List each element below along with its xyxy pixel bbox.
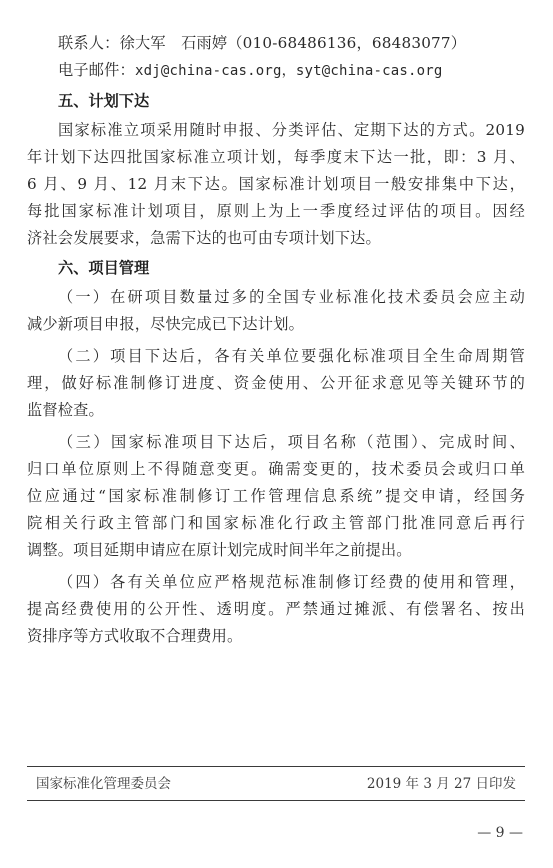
paragraph-line: （一）在研项目数量过多的全国专业标准化技术委员会应主动 [58, 288, 525, 306]
page-body [27, 30, 525, 650]
section-5-heading: 五、计划下达 [58, 92, 150, 110]
email-addresses: xdj@china-cas.org，syt@china-cas.org [134, 63, 443, 79]
contact-label: 联系人： [58, 34, 120, 52]
paragraph-line: （四）各有关单位应严格规范标准制修订经费的使用和管理， [58, 573, 525, 591]
paragraph-line: （三）国家标准项目下达后，项目名称（范围）、完成时间、 [58, 433, 525, 451]
email-label: 电子邮件： [58, 61, 135, 79]
paragraph-line: 年计划下达四批国家标准立项计划，每季度末下达一批，即：3 月、 [27, 148, 525, 166]
contact-phones: （010-68486136，68483077） [227, 34, 467, 52]
paragraph-line: 监督检查。 [27, 401, 104, 419]
paragraph-line: 理，做好标准制修订进度、资金使用、公开征求意见等关键环节的 [27, 374, 525, 392]
footer-issuer: 国家标准化管理委员会 [36, 776, 171, 792]
paragraph-line: 提高经费使用的公开性、透明度。严禁通过摊派、有偿署名、按出 [27, 600, 525, 618]
footer-bottom-rule [27, 800, 525, 801]
paragraph-line: 调整。项目延期申请应在原计划完成时间半年之前提出。 [27, 541, 412, 559]
section-6-item-4 [27, 569, 525, 650]
paragraph-line: 归口单位原则上不得随意变更。确需变更的，技术委员会或归口单 [27, 460, 525, 478]
page-number: — 9 — [477, 825, 523, 841]
paragraph-line: 位应通过“国家标准制修订工作管理信息系统”提交申请，经国务 [27, 487, 525, 505]
paragraph-line: 院相关行政主管部门和国家标准化行政主管部门批准同意后再行 [27, 514, 525, 532]
section-6-item-1 [27, 284, 525, 338]
paragraph-line: 国家标准立项采用随时申报、分类评估、定期下达的方式。2019 [58, 121, 525, 139]
section-5-paragraph [27, 117, 525, 252]
section-6-heading: 六、项目管理 [58, 259, 150, 277]
contact-names: 徐大军 石雨婷 [119, 34, 228, 52]
section-6-item-2 [27, 343, 525, 424]
paragraph-line: 济社会发展要求，急需下达的也可由专项计划下达。 [27, 229, 381, 247]
section-6-item-3 [27, 429, 525, 564]
footer-date: 2019 年 3 月 27 日印发 [366, 776, 516, 792]
paragraph-line: 资排序等方式收取不合理费用。 [27, 627, 243, 645]
paragraph-line: 6 月、9 月、12 月末下达。国家标准计划项目一般安排集中下达， [27, 175, 525, 193]
paragraph-line: （二）项目下达后，各有关单位要强化标准项目全生命周期管 [58, 347, 525, 365]
footer-top-rule [27, 766, 525, 767]
contact-line [27, 30, 525, 57]
paragraph-line: 每批国家标准计划项目，原则上为上一季度经过评估的项目。因经 [27, 202, 525, 220]
email-line [27, 57, 525, 85]
paragraph-line: 减少新项目申报，尽快完成已下达计划。 [27, 315, 304, 333]
